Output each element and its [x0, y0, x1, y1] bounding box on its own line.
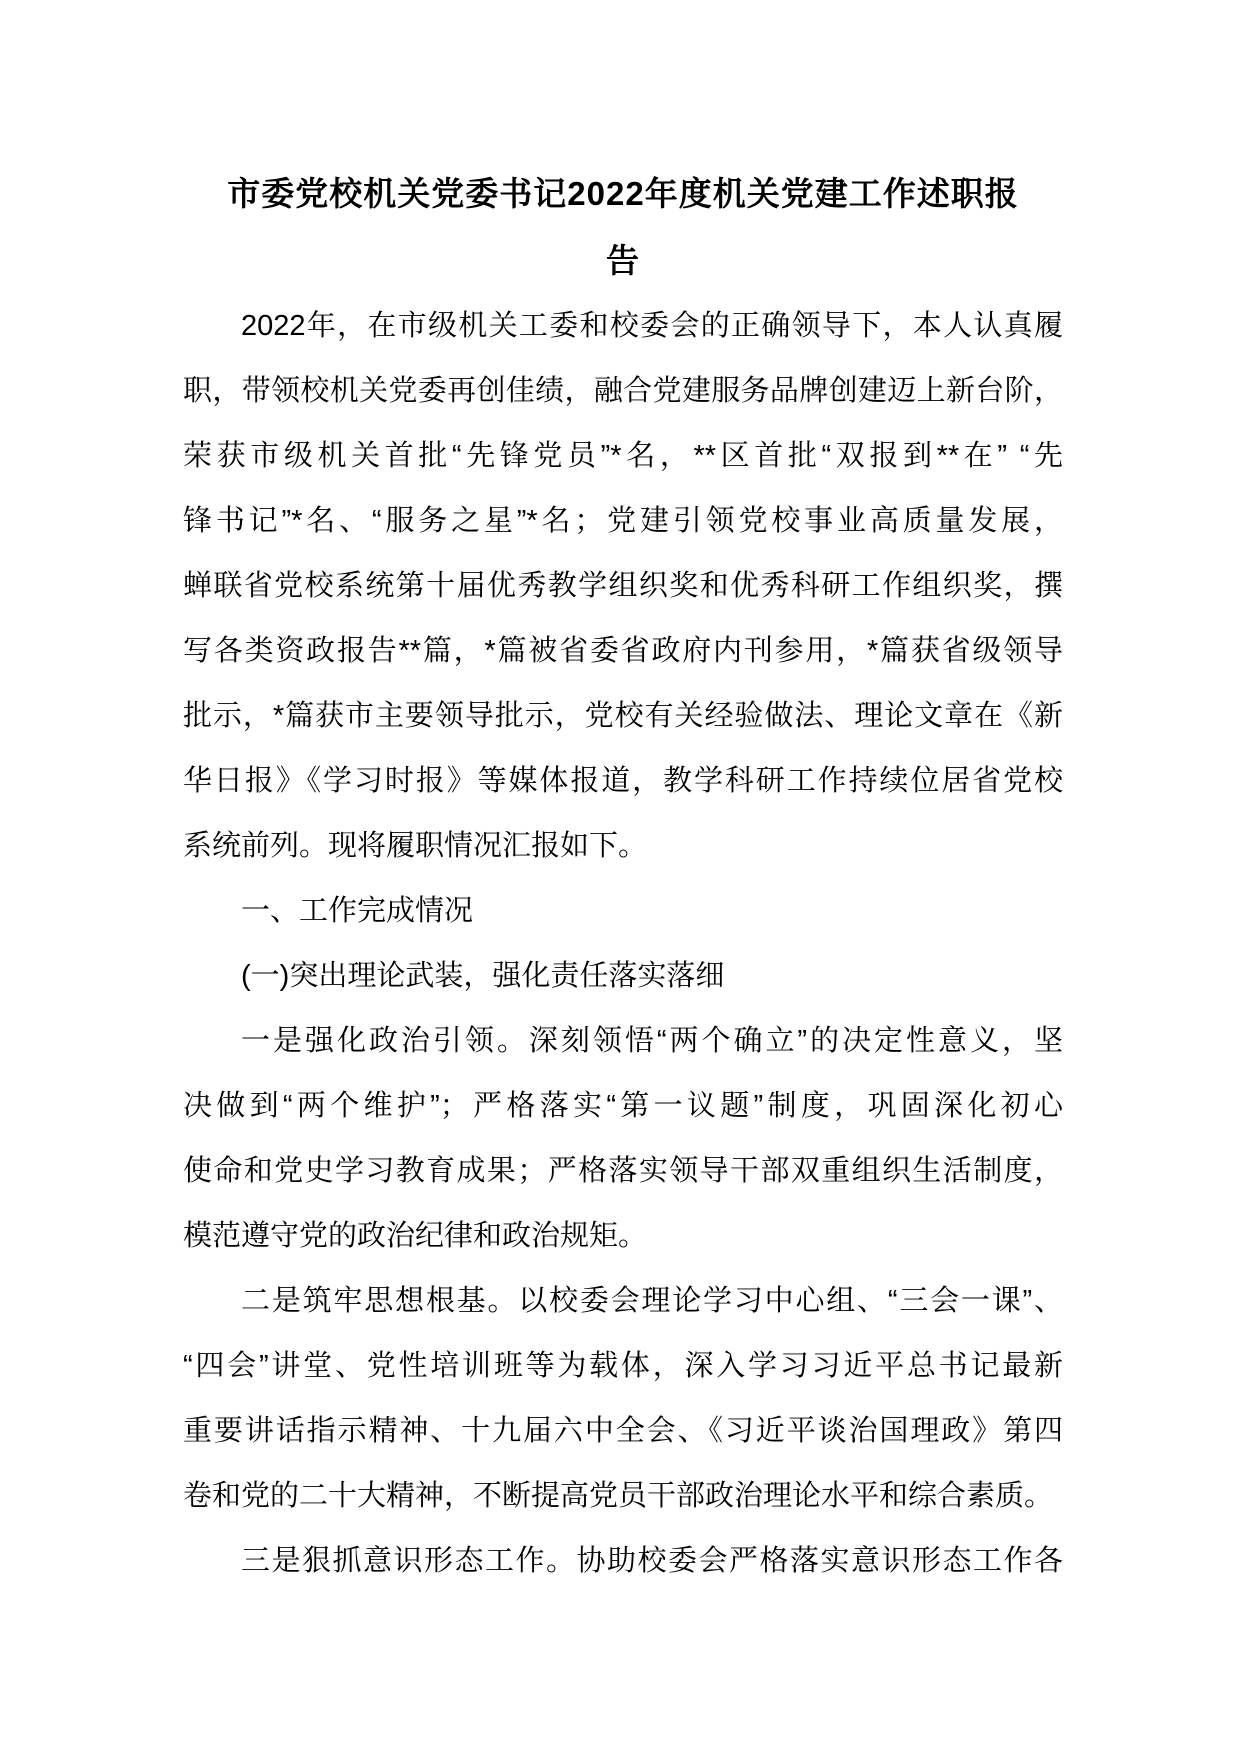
body-line: “四会”讲堂、党性培训班等为载体，深入学习习近平总书记最新: [183, 1350, 1063, 1382]
body-line: 模范遵守党的政治纪律和政治规矩。: [183, 1220, 648, 1252]
body-line: 二是筑牢思想根基。以校委会理论学习中心组、“三会一课”、: [241, 1285, 1063, 1317]
paragraph-point-one: [183, 1009, 1063, 1269]
body-line: 重要讲话指示精神、十九届六中全会、《习近平谈治国理政》第四: [183, 1415, 1063, 1447]
body-line: 锋书记”*名、“服务之星”*名；党建引领党校事业高质量发展，: [183, 505, 1063, 537]
body-line: 写各类资政报告**篇，*篇被省委省政府内刊参用，*篇获省级领导: [183, 635, 1063, 667]
document-body: [183, 294, 1063, 1594]
paragraph-subsection-heading: [183, 944, 1063, 1009]
body-line: 2022年，在市级机关工委和校委会的正确领导下，本人认真履: [241, 310, 1063, 342]
paragraph-point-three: [183, 1529, 1063, 1594]
body-line: 蝉联省党校系统第十届优秀教学组织奖和优秀科研工作组织奖，撰: [183, 570, 1063, 602]
document-title: [183, 160, 1063, 294]
body-line: 华日报》《学习时报》等媒体报道，教学科研工作持续位居省党校: [183, 765, 1063, 797]
title-line-2: 告: [606, 242, 640, 279]
subsection-heading-line: (一)突出理论武装，强化责任落实落细: [241, 960, 725, 992]
paragraph-intro: [183, 294, 1063, 879]
body-line: 职，带领校机关党委再创佳绩，融合党建服务品牌创建迈上新台阶，: [183, 375, 1063, 407]
section-heading-line: 一、工作完成情况: [241, 895, 474, 927]
body-line: 一是强化政治引领。深刻领悟“两个确立”的决定性意义，坚: [241, 1025, 1063, 1057]
body-line: 使命和党史学习教育成果；严格落实领导干部双重组织生活制度，: [183, 1155, 1063, 1187]
body-line: 批示，*篇获市主要领导批示，党校有关经验做法、理论文章在《新: [183, 700, 1063, 732]
body-line: 卷和党的二十大精神，不断提高党员干部政治理论水平和综合素质。: [183, 1480, 1054, 1512]
paragraph-section-heading: [183, 879, 1063, 944]
body-line: 荣获市级机关首批“先锋党员”*名，**区首批“双报到**在” “先: [183, 440, 1063, 472]
body-line: 系统前列。现将履职情况汇报如下。: [183, 830, 648, 862]
body-line: 三是狠抓意识形态工作。协助校委会严格落实意识形态工作各: [241, 1545, 1063, 1577]
paragraph-point-two: [183, 1269, 1063, 1529]
title-line-1: 市委党校机关党委书记2022年度机关党建工作述职报: [227, 175, 1019, 212]
body-line: 决做到“两个维护”；严格落实“第一议题”制度，巩固深化初心: [183, 1090, 1063, 1122]
